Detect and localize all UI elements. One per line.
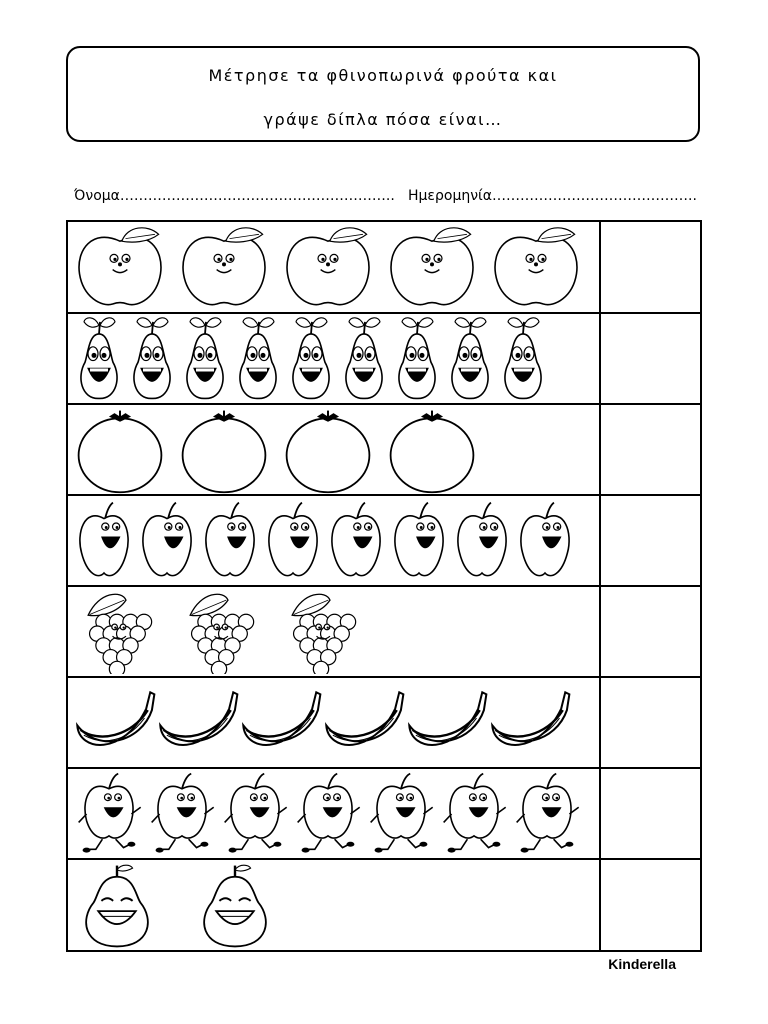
title-box <box>66 46 700 142</box>
small-apple-icon <box>391 501 447 581</box>
date-field[interactable]: Ημερομηνία…………………………………….. <box>408 188 697 204</box>
apple-icon <box>74 224 166 310</box>
credit: Kinderella <box>608 956 676 972</box>
answer-box[interactable] <box>601 768 700 859</box>
grapes-icon <box>174 590 264 674</box>
banana-icon <box>240 689 322 755</box>
pear-icon <box>286 315 336 401</box>
apple-icon <box>178 224 270 310</box>
orange-icon <box>386 408 478 494</box>
small-apple-icon <box>265 501 321 581</box>
apple-icon <box>386 224 478 310</box>
apple-icon <box>282 224 374 310</box>
answer-box[interactable] <box>601 313 700 404</box>
answer-box[interactable] <box>601 859 700 950</box>
small-apple-icon <box>328 501 384 581</box>
dancing-apple-icon <box>295 772 361 856</box>
answer-box[interactable] <box>601 222 700 313</box>
banana-icon <box>406 689 488 755</box>
instruction-line-2: γράψε δίπλα πόσα είναι… <box>263 110 503 129</box>
dancing-apple-icon <box>222 772 288 856</box>
grapes-icon <box>276 590 366 674</box>
orange-icon <box>178 408 270 494</box>
answer-box[interactable] <box>601 495 700 586</box>
pear-icon <box>339 315 389 401</box>
small-apple-icon <box>139 501 195 581</box>
small-apple-icon <box>202 501 258 581</box>
pear-icon <box>74 315 124 401</box>
big-pear-icon <box>78 863 156 949</box>
small-apple-icon <box>76 501 132 581</box>
dancing-apple-icon <box>76 772 142 856</box>
dancing-apple-icon <box>149 772 215 856</box>
apple-icon <box>490 224 582 310</box>
instruction-line-1: Μέτρησε τα φθινοπωρινά φρούτα και <box>208 66 558 85</box>
answer-box[interactable] <box>601 586 700 677</box>
pear-icon <box>127 315 177 401</box>
answer-box[interactable] <box>601 677 700 768</box>
small-apple-icon <box>454 501 510 581</box>
pear-icon <box>498 315 548 401</box>
orange-icon <box>74 408 166 494</box>
dancing-apple-icon <box>368 772 434 856</box>
answer-box[interactable] <box>601 404 700 495</box>
big-pear-icon <box>196 863 274 949</box>
banana-icon <box>323 689 405 755</box>
pear-icon <box>445 315 495 401</box>
pear-icon <box>233 315 283 401</box>
dancing-apple-icon <box>514 772 580 856</box>
banana-icon <box>157 689 239 755</box>
dancing-apple-icon <box>441 772 507 856</box>
banana-icon <box>74 689 156 755</box>
name-field[interactable]: Όνομα………………………………………………….. <box>74 188 395 204</box>
banana-icon <box>489 689 571 755</box>
grapes-icon <box>72 590 162 674</box>
small-apple-icon <box>517 501 573 581</box>
pear-icon <box>180 315 230 401</box>
pear-icon <box>392 315 442 401</box>
counting-table <box>66 220 702 952</box>
orange-icon <box>282 408 374 494</box>
